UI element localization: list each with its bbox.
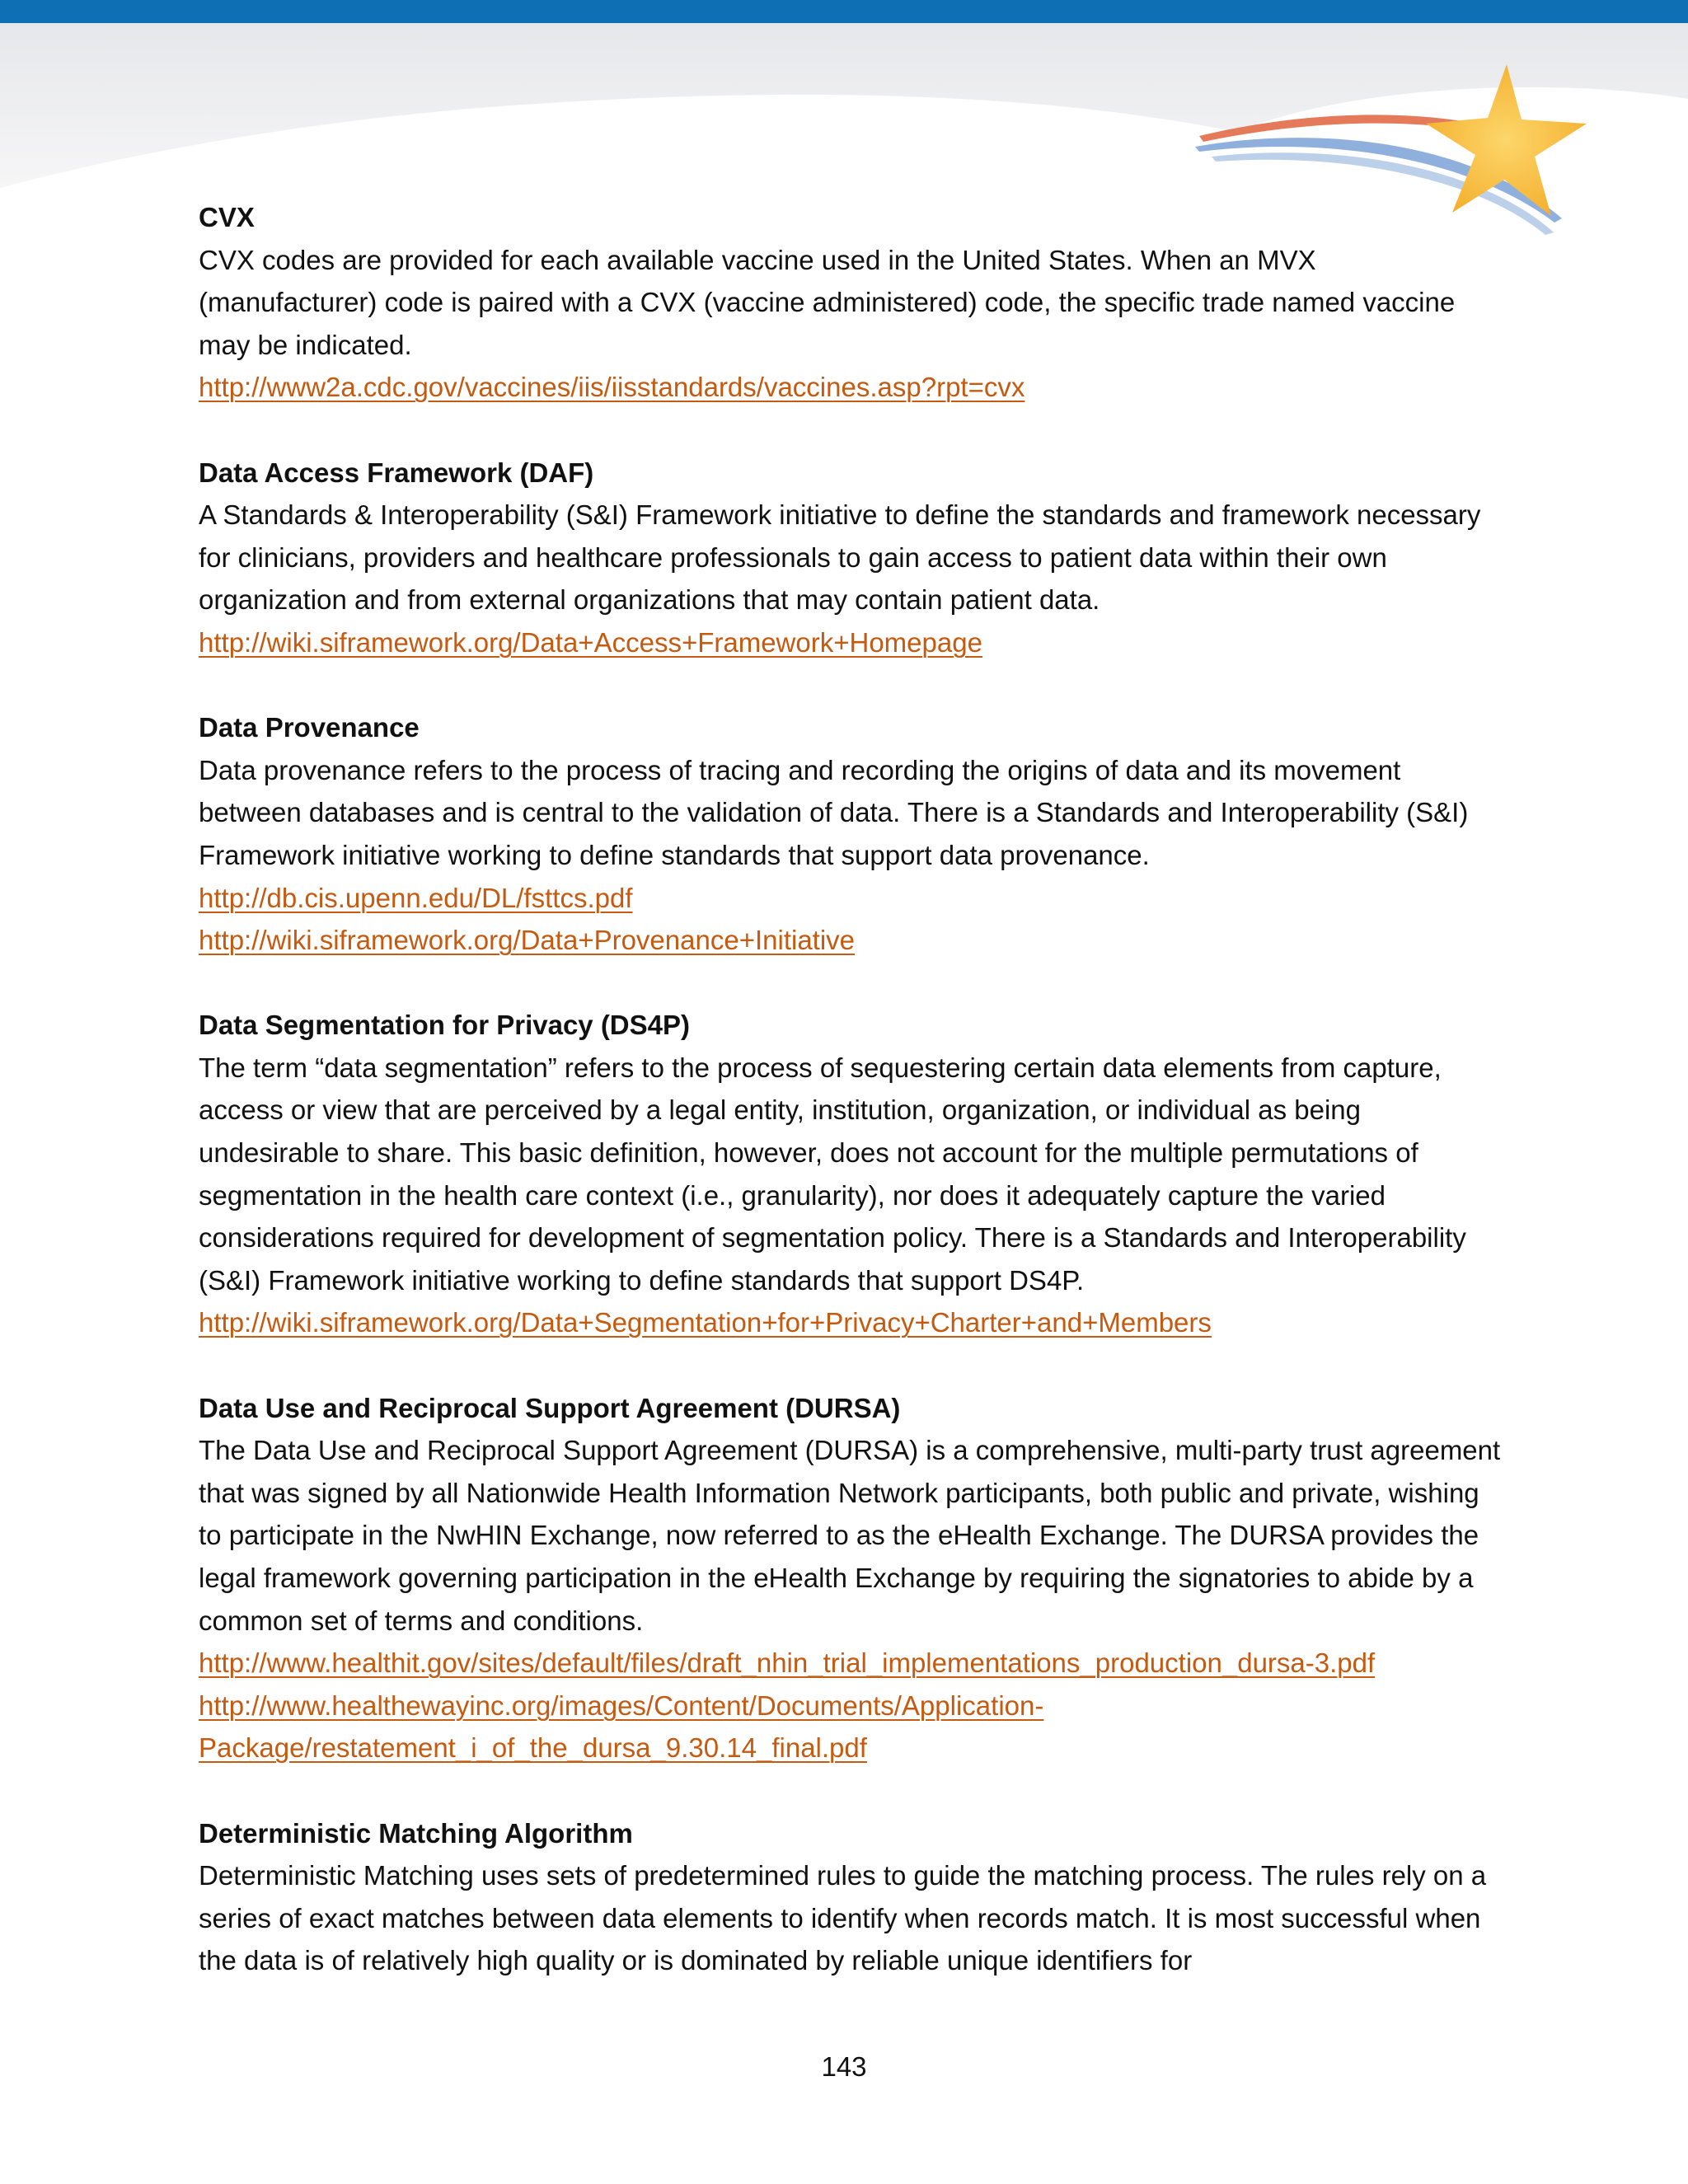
glossary-entry-daf [199, 452, 1501, 664]
reference-link[interactable]: http://www.healthit.gov/sites/default/files/draft_nhin_trial_implementations_production_dursa-3.pdf [199, 1647, 1376, 1679]
reference-link[interactable]: http://wiki.siframework.org/Data+Access+Framework+Homepage [199, 626, 982, 658]
reference-link[interactable]: http://wiki.siframework.org/Data+Segmentation+for+Privacy+Charter+and+Members [199, 1307, 1212, 1338]
glossary-term: Data Use and Reciprocal Support Agreement (DURSA) [199, 1392, 901, 1423]
glossary-entry-deterministic-matching [199, 1812, 1501, 1982]
glossary-definition: Deterministic Matching uses sets of predetermined rules to guide the matching process. The rules rely on a series of exact matches between data elements to identify when records match. It is most successful when the data is of relatively high quality or is dominated by reliable unique identifiers for [199, 1860, 1487, 1976]
glossary-definition: Data provenance refers to the process of tracing and recording the origins of data and its movement between databases and is central to the validation of data. There is a Standards and Interoperability (S&I) Framework initiative working to define standards that support data provenance. [199, 754, 1469, 870]
glossary-term: CVX [199, 202, 255, 232]
header-bar [0, 0, 1688, 23]
reference-link[interactable]: http://wiki.siframework.org/Data+Provenance+Initiative [199, 925, 856, 956]
page-number: 143 [821, 2051, 867, 2082]
glossary-content [199, 196, 1501, 2025]
glossary-definition: CVX codes are provided for each available vaccine used in the United States. When an MVX (manufacturer) code is paired with a CVX (vaccine administered) code, the specific trade named vaccine may be indicated. [199, 244, 1456, 360]
glossary-term: Deterministic Matching Algorithm [199, 1817, 633, 1849]
reference-link[interactable]: http://db.cis.upenn.edu/DL/fsttcs.pdf [199, 882, 633, 913]
glossary-entry-ds4p [199, 1004, 1501, 1344]
glossary-term: Data Provenance [199, 712, 420, 743]
glossary-definition: The term “data segmentation” refers to the process of sequestering certain data elements from capture, access or view that are perceived by a legal entity, institution, organization, or individual as being undesirable to share. This basic definition, however, does not account for the multiple permutations of segmentation in the health care context (i.e., granularity), nor does it adequately capture the varied considerations required for development of segmentation policy. There is a Standards and Interoperability (S&I) Framework initiative working to define standards that support DS4P. [199, 1052, 1466, 1296]
glossary-entry-dursa [199, 1387, 1501, 1769]
glossary-term: Data Segmentation for Privacy (DS4P) [199, 1010, 690, 1041]
glossary-entry-cvx [199, 196, 1501, 409]
reference-link[interactable]: http://www.healthewayinc.org/images/Content/Documents/Application-Package/restatement_i_of_the_dursa_9.30.14_final.pdf [199, 1690, 1044, 1764]
glossary-definition: A Standards & Interoperability (S&I) Framework initiative to define the standards and framework necessary for clinicians, providers and healthcare professionals to gain access to patient data within their own organization and from external organizations that may contain patient data. [199, 499, 1481, 616]
reference-link[interactable]: http://www2a.cdc.gov/vaccines/iis/iisstandards/vaccines.asp?rpt=cvx [199, 372, 1025, 403]
glossary-definition: The Data Use and Reciprocal Support Agreement (DURSA) is a comprehensive, multi-party trust agreement that was signed by all Nationwide Health Information Network participants, both public and private, wishing to participate in the NwHIN Exchange, now referred to as the eHealth Exchange. The DURSA provides the legal framework governing participation in the eHealth Exchange by requiring the signatories to abide by a common set of terms and conditions. [199, 1435, 1501, 1636]
glossary-term: Data Access Framework (DAF) [199, 457, 594, 488]
glossary-entry-data-provenance [199, 706, 1501, 962]
